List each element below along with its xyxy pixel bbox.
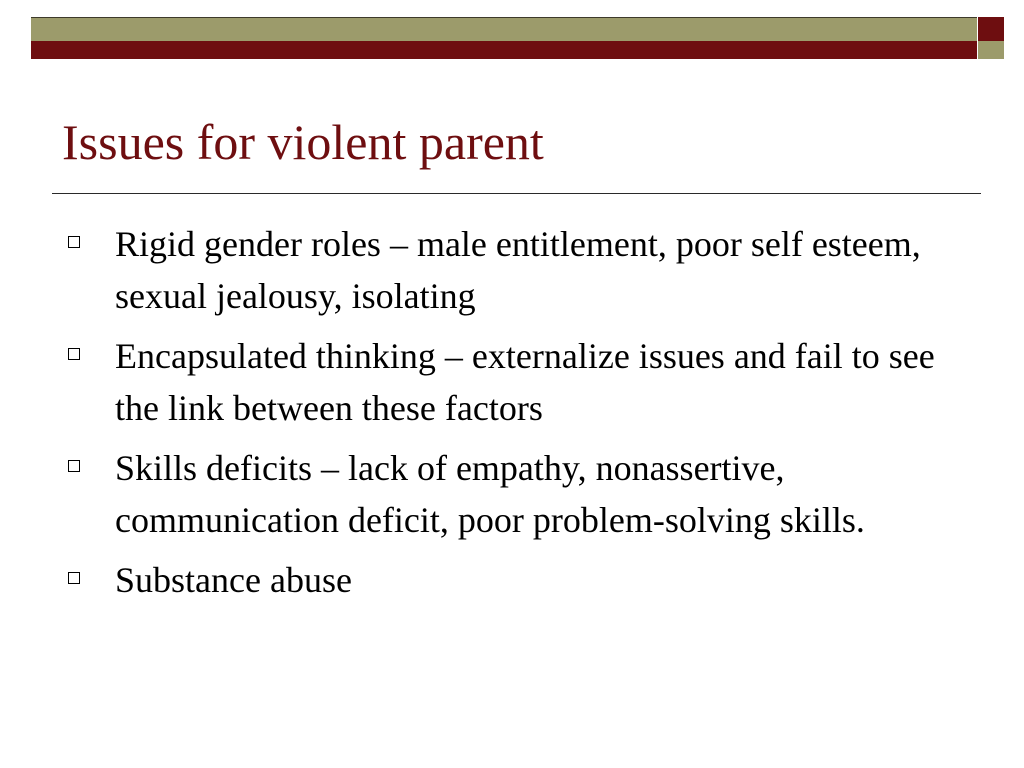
header-maroon-bar	[31, 41, 977, 59]
slide-title: Issues for violent parent	[62, 114, 544, 170]
bullet-text: Rigid gender roles – male entitlement, poor self esteem, sexual jealousy, isolating	[115, 224, 921, 316]
bullet-item	[62, 330, 982, 434]
bullet-list	[62, 218, 982, 614]
header-maroon-square	[978, 17, 1004, 41]
hollow-square-bullet-icon	[68, 460, 80, 472]
bullet-item	[62, 554, 982, 606]
header-olive-square	[978, 41, 1004, 59]
bullet-item	[62, 218, 982, 322]
bullet-text: Substance abuse	[115, 560, 352, 600]
bullet-text: Skills deficits – lack of empathy, nonassertive, communication deficit, poor problem-solving skills.	[115, 448, 865, 540]
hollow-square-bullet-icon	[68, 348, 80, 360]
bullet-item	[62, 442, 982, 546]
header-olive-bar	[31, 17, 977, 41]
hollow-square-bullet-icon	[68, 236, 80, 248]
title-divider	[52, 193, 981, 194]
bullet-text: Encapsulated thinking – externalize issues and fail to see the link between these factors	[115, 336, 935, 428]
hollow-square-bullet-icon	[68, 572, 80, 584]
